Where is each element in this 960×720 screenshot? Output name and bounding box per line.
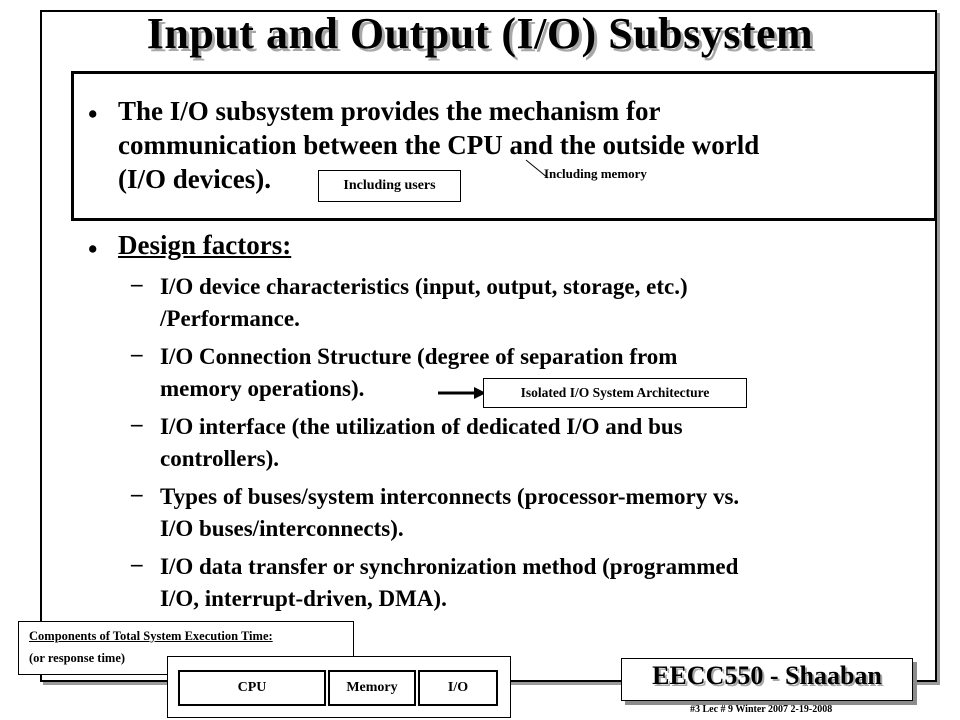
memory-segment: Memory	[328, 670, 416, 706]
factor2-line1: I/O Connection Structure (degree of separation from	[160, 344, 678, 369]
callout-including-users: Including users	[318, 170, 461, 202]
factor5-line2: I/O, interrupt-driven, DMA).	[160, 586, 447, 611]
slide-title: Input and Output (I/O) Subsystem	[146, 9, 814, 58]
factor4-line2: I/O buses/interconnects).	[160, 516, 404, 541]
execution-time-bar	[167, 656, 511, 718]
components-title: Components of Total System Execution Time:	[29, 629, 273, 643]
factor1-dash: –	[131, 271, 143, 296]
factor4-dash: –	[131, 481, 143, 506]
factor1-line1: I/O device characteristics (input, output, storage, etc.)	[160, 274, 688, 299]
cpu-segment: CPU	[178, 670, 326, 706]
factor4-line1: Types of buses/system interconnects (processor-memory vs.	[160, 484, 740, 509]
factor5-dash: –	[131, 551, 143, 576]
factor5-line1: I/O data transfer or synchronization method (programmed	[160, 554, 739, 579]
bullet1-line3: (I/O devices).	[118, 164, 271, 194]
factor2-dash: –	[131, 341, 143, 366]
io-segment: I/O	[418, 670, 498, 706]
slide-footer: #3 Lec # 9 Winter 2007 2-19-2008	[690, 704, 833, 715]
callout-including-memory: Including memory	[544, 166, 647, 181]
bullet1-line1: The I/O subsystem provides the mechanism for	[118, 96, 661, 126]
bullet2-symbol: •	[88, 234, 98, 264]
bullet1-symbol: •	[88, 99, 98, 129]
factor3-line2: controllers).	[160, 446, 280, 471]
factor3-line1: I/O interface (the utilization of dedicated I/O and bus	[160, 414, 683, 439]
factor3-dash: –	[131, 411, 143, 436]
right-arrow-icon	[436, 385, 488, 401]
design-factors-heading: Design factors:	[118, 230, 292, 260]
course-label-box	[621, 658, 913, 701]
factor2-line2: memory operations).	[160, 376, 365, 401]
bullet1-line2: communication between the CPU and the outside world	[118, 130, 760, 160]
isolated-io-architecture-box: Isolated I/O System Architecture	[483, 378, 747, 408]
factor1-line2: /Performance.	[160, 306, 300, 331]
components-subtitle: (or response time)	[29, 651, 126, 665]
course-label: EECC550 - Shaaban	[652, 661, 882, 690]
